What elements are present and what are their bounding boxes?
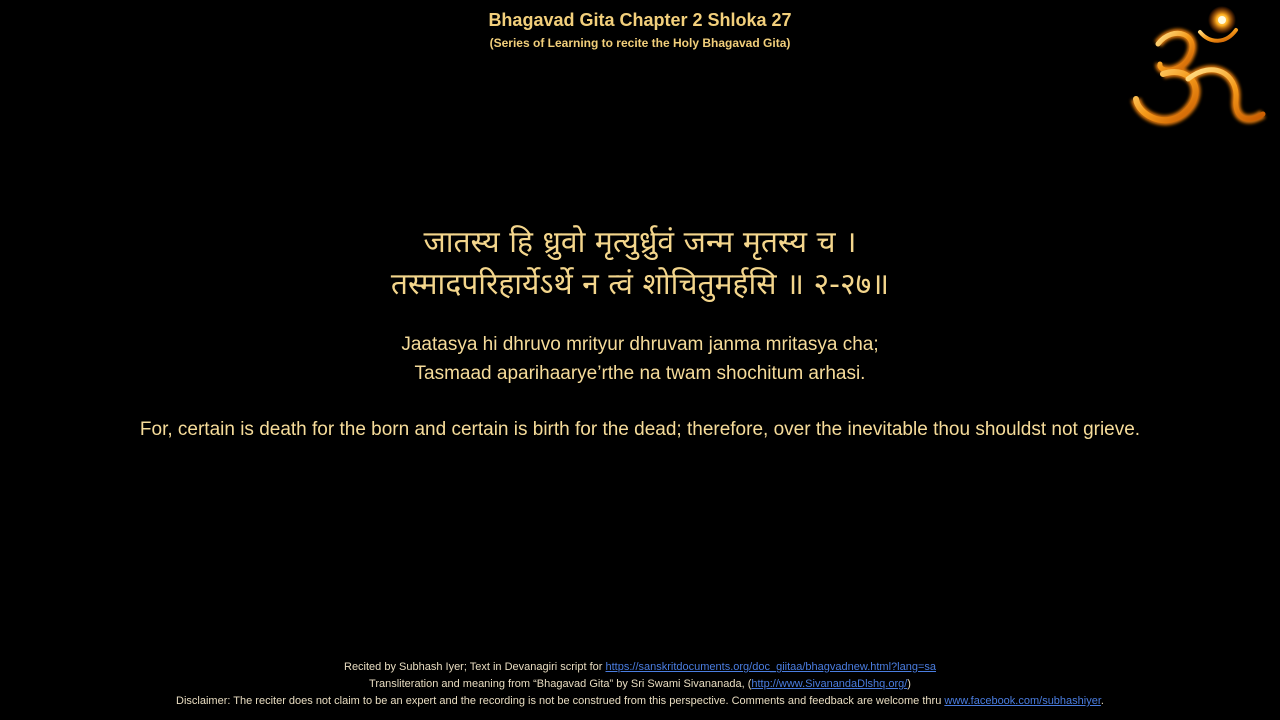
transliteration-line-2: Tasmaad aparihaarye’rthe na twam shochitum arhasi. <box>414 363 866 384</box>
slide-subtitle: (Series of Learning to recite the Holy Bhagavad Gita) <box>489 36 791 50</box>
slide-title: Bhagavad Gita Chapter 2 Shloka 27 <box>488 10 792 30</box>
footer-line-2 <box>0 676 1280 693</box>
sanskrit-line-2: तस्मादपरिहार्येऽर्थे न त्वं शोचितुमर्हसि ॥ २-२७॥ <box>390 267 890 302</box>
verse-meaning: For, certain is death for the born and certain is birth for the dead; therefore, over the inevitable thou shouldst not grieve. <box>139 419 1141 440</box>
footer-line-2-end: ) <box>907 678 911 690</box>
footer-translit-text: Transliteration and meaning from “Bhagavad Gita” by Sri Swami Sivananada, ( <box>369 678 752 690</box>
sanskritdocuments-link[interactable]: https://sanskritdocuments.org/doc_giitaa/bhagvadnew.html?lang=sa <box>605 661 936 673</box>
footer-line-3-end: . <box>1100 695 1104 707</box>
sivananda-link[interactable]: http://www.SivanandaDlshq.org/ <box>751 678 908 690</box>
sanskrit-verse <box>0 222 1280 306</box>
transliteration-line-1: Jaatasya hi dhruvo mrityur dhruvam janma mritasya cha; <box>401 334 879 355</box>
transliteration <box>0 330 1280 388</box>
om-symbol-icon <box>1118 4 1274 134</box>
footer-disclaimer-text: Disclaimer: The reciter does not claim to be an expert and the recording is not be construed from this perspective. Comments and feedback are welcome thru <box>176 695 945 707</box>
slide-header <box>0 8 1280 52</box>
footer-line-3 <box>0 693 1280 710</box>
footer-line-1 <box>0 659 1280 676</box>
footer-recited-text: Recited by Subhash Iyer; Text in Devanagiri script for <box>344 661 606 673</box>
sanskrit-line-1: जातस्य हि ध्रुवो मृत्युर्ध्रुवं जन्म मृतस्य च । <box>423 225 857 260</box>
credits-footer <box>0 659 1280 710</box>
facebook-link[interactable]: www.facebook.com/subhashiyer <box>944 695 1101 707</box>
